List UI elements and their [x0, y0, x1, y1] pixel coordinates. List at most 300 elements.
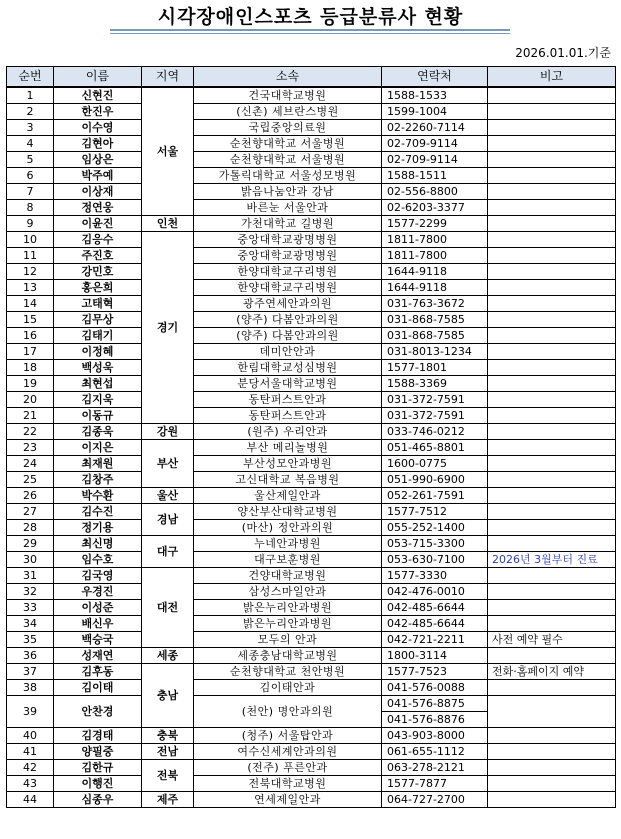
table-row	[7, 616, 616, 632]
phone-number: 042-721-2211	[387, 633, 465, 646]
contact	[382, 456, 488, 472]
affiliation: 김이태안과	[194, 680, 382, 696]
affiliation: 연세제일안과	[194, 792, 382, 808]
row-number: 37	[7, 664, 54, 680]
region-cell: 충남	[142, 664, 194, 728]
table-row	[7, 120, 616, 136]
row-number: 32	[7, 584, 54, 600]
table-row	[7, 760, 616, 776]
row-number: 33	[7, 600, 54, 616]
phone-number: 061-655-1112	[387, 745, 465, 758]
affiliation: 국립중앙의료원	[194, 120, 382, 136]
contact	[382, 440, 488, 456]
phone-number: 1599-1004	[387, 105, 447, 118]
row-number: 21	[7, 408, 54, 424]
phone-number: 1577-1801	[387, 361, 447, 374]
table-row	[7, 488, 616, 504]
classifier-name: 김태기	[54, 328, 142, 344]
affiliation: (양주) 다봄안과의원	[194, 312, 382, 328]
phone-number: 031-372-7591	[387, 409, 465, 422]
row-number: 20	[7, 392, 54, 408]
affiliation: 양산부산대학교병원	[194, 504, 382, 520]
affiliation: 전북대학교병원	[194, 776, 382, 792]
phone-number: 041-576-0088	[387, 681, 465, 694]
affiliation: (신촌) 세브란스병원	[194, 104, 382, 120]
row-number: 2	[7, 104, 54, 120]
region-cell: 경기	[142, 232, 194, 424]
contact	[382, 792, 488, 808]
classifier-name: 김무상	[54, 312, 142, 328]
row-number: 19	[7, 376, 54, 392]
note	[488, 536, 616, 552]
classifier-name: 김이태	[54, 680, 142, 696]
classifier-name: 고태혁	[54, 296, 142, 312]
note	[488, 264, 616, 280]
note	[488, 408, 616, 424]
affiliation: 삼성스마일안과	[194, 584, 382, 600]
table-row	[7, 696, 616, 728]
contact	[382, 648, 488, 664]
affiliation: 순천향대학교 천안병원	[194, 664, 382, 680]
contact	[382, 328, 488, 344]
region-cell: 울산	[142, 488, 194, 504]
contact	[382, 568, 488, 584]
note	[488, 760, 616, 776]
table-row	[7, 200, 616, 216]
contact	[382, 728, 488, 744]
contact	[382, 776, 488, 792]
phone-number: 031-372-7591	[387, 393, 465, 406]
header-region: 지역	[142, 67, 194, 88]
phone-number: 063-278-2121	[387, 761, 465, 774]
affiliation: (천안) 명안과의원	[194, 696, 382, 728]
row-number: 40	[7, 728, 54, 744]
classifier-name: 김수진	[54, 504, 142, 520]
row-number: 36	[7, 648, 54, 664]
note	[488, 584, 616, 600]
row-number: 30	[7, 552, 54, 568]
region-cell: 전남	[142, 744, 194, 760]
classifier-name: 김종욱	[54, 424, 142, 440]
classifier-name: 최신명	[54, 536, 142, 552]
row-number: 35	[7, 632, 54, 648]
header-name: 이름	[54, 67, 142, 88]
row-number: 29	[7, 536, 54, 552]
row-number: 23	[7, 440, 54, 456]
classifier-name: 김후동	[54, 664, 142, 680]
affiliation: (마산) 정안과의원	[194, 520, 382, 536]
phone-number: 051-990-6900	[387, 473, 465, 486]
classifier-name: 이상재	[54, 184, 142, 200]
classifier-name: 김창주	[54, 472, 142, 488]
classifier-name: 양필중	[54, 744, 142, 760]
row-number: 14	[7, 296, 54, 312]
table-row	[7, 520, 616, 536]
phone-number: 042-485-6644	[387, 601, 465, 614]
affiliation: 중앙대학교광명병원	[194, 248, 382, 264]
table-row	[7, 360, 616, 376]
classifier-name: 김지욱	[54, 392, 142, 408]
phone-number: 02-556-8800	[387, 185, 458, 198]
affiliation: 건양대학교병원	[194, 568, 382, 584]
region-cell: 강원	[142, 424, 194, 440]
note	[488, 152, 616, 168]
header-contact: 연락처	[382, 67, 488, 88]
classifier-name: 홍은희	[54, 280, 142, 296]
classifier-name: 이수영	[54, 120, 142, 136]
note	[488, 184, 616, 200]
table-body	[7, 87, 616, 808]
note	[488, 504, 616, 520]
classifier-name: 김한규	[54, 760, 142, 776]
contact	[382, 152, 488, 168]
affiliation: 동탄퍼스트안과	[194, 408, 382, 424]
note	[488, 776, 616, 792]
table-row	[7, 440, 616, 456]
classifier-name: 배신우	[54, 616, 142, 632]
region-cell: 인천	[142, 216, 194, 232]
row-number: 6	[7, 168, 54, 184]
row-number: 34	[7, 616, 54, 632]
row-number: 3	[7, 120, 54, 136]
contact	[382, 216, 488, 232]
classifier-name: 한진우	[54, 104, 142, 120]
classifier-name: 정기용	[54, 520, 142, 536]
row-number: 8	[7, 200, 54, 216]
phone-number: 1588-1511	[387, 169, 447, 182]
contact	[382, 200, 488, 216]
affiliation: 밝은누리안과병원	[194, 616, 382, 632]
phone-number: 031-763-3672	[387, 297, 465, 310]
phone-number: 051-465-8801	[387, 441, 465, 454]
row-number: 28	[7, 520, 54, 536]
region-cell: 충북	[142, 728, 194, 744]
table-row	[7, 792, 616, 808]
row-number: 22	[7, 424, 54, 440]
note	[488, 488, 616, 504]
affiliation: 모두의 안과	[194, 632, 382, 648]
row-number: 39	[7, 696, 54, 728]
note	[488, 648, 616, 664]
affiliation: 밝은누리안과병원	[194, 600, 382, 616]
classifier-name: 정연웅	[54, 200, 142, 216]
phone-number: 064-727-2700	[387, 793, 465, 806]
row-number: 18	[7, 360, 54, 376]
row-number: 24	[7, 456, 54, 472]
affiliation: (청주) 서울탑안과	[194, 728, 382, 744]
contact	[382, 616, 488, 632]
table-row	[7, 168, 616, 184]
classifier-name: 김국영	[54, 568, 142, 584]
table-row	[7, 344, 616, 360]
affiliation: 데미안안과	[194, 344, 382, 360]
classifier-name: 최재원	[54, 456, 142, 472]
note	[488, 728, 616, 744]
phone-number: 1800-3114	[387, 649, 447, 662]
classifier-name: 이행진	[54, 776, 142, 792]
table-row	[7, 664, 616, 680]
contact	[382, 120, 488, 136]
affiliation: (전주) 푸른안과	[194, 760, 382, 776]
note	[488, 456, 616, 472]
phone-number: 1577-7877	[387, 777, 447, 790]
phone-number: 055-252-1400	[387, 521, 465, 534]
phone-number: 1577-7523	[387, 665, 447, 678]
row-number: 25	[7, 472, 54, 488]
contact	[382, 264, 488, 280]
row-number: 10	[7, 232, 54, 248]
classifier-table	[6, 66, 616, 808]
table-row	[7, 216, 616, 232]
contact	[382, 87, 488, 104]
phone-number: 042-485-6644	[387, 617, 465, 630]
row-number: 13	[7, 280, 54, 296]
table-row	[7, 552, 616, 568]
phone-number: 041-576-8875	[387, 697, 465, 710]
contact	[382, 184, 488, 200]
classifier-name: 신현진	[54, 87, 142, 104]
note	[488, 136, 616, 152]
phone-number: 02-6203-3377	[387, 201, 465, 214]
note	[488, 696, 616, 728]
phone-number: 02-2260-7114	[387, 121, 465, 134]
region-cell: 경남	[142, 504, 194, 536]
affiliation: 가톨릭대학교 서울성모병원	[194, 168, 382, 184]
row-number: 27	[7, 504, 54, 520]
region-cell: 제주	[142, 792, 194, 808]
phone-number: 031-8013-1234	[387, 345, 472, 358]
note	[488, 200, 616, 216]
row-number: 42	[7, 760, 54, 776]
classifier-name: 심종우	[54, 792, 142, 808]
row-number: 15	[7, 312, 54, 328]
note	[488, 600, 616, 616]
row-number: 9	[7, 216, 54, 232]
title-underline-thin	[110, 33, 510, 34]
row-number: 11	[7, 248, 54, 264]
note	[488, 104, 616, 120]
table-row	[7, 264, 616, 280]
contact	[382, 744, 488, 760]
contact	[382, 280, 488, 296]
contact	[382, 536, 488, 552]
phone-number: 052-261-7591	[387, 489, 465, 502]
row-number: 17	[7, 344, 54, 360]
affiliation: 중앙대학교광명병원	[194, 232, 382, 248]
classifier-name: 최현섭	[54, 376, 142, 392]
row-number: 5	[7, 152, 54, 168]
phone-number: 041-576-8876	[382, 711, 487, 727]
note	[488, 744, 616, 760]
table-row	[7, 408, 616, 424]
table-row	[7, 184, 616, 200]
phone-number: 1644-9118	[387, 281, 447, 294]
table-row	[7, 568, 616, 584]
classifier-name: 김응수	[54, 232, 142, 248]
note	[488, 312, 616, 328]
note	[488, 296, 616, 312]
contact	[382, 552, 488, 568]
note	[488, 568, 616, 584]
table-row	[7, 728, 616, 744]
row-number: 16	[7, 328, 54, 344]
contact	[382, 312, 488, 328]
affiliation: (원주) 우리안과	[194, 424, 382, 440]
region-cell: 대구	[142, 536, 194, 568]
contact	[382, 136, 488, 152]
note	[488, 440, 616, 456]
contact	[382, 600, 488, 616]
phone-number: 1588-3369	[387, 377, 447, 390]
classifier-name: 안찬경	[54, 696, 142, 728]
note: 사전 예약 필수	[488, 632, 616, 648]
table-header-row	[7, 67, 616, 88]
contact	[382, 296, 488, 312]
table-row	[7, 232, 616, 248]
contact	[382, 168, 488, 184]
contact	[382, 472, 488, 488]
classifier-name: 우경진	[54, 584, 142, 600]
phone-number: 02-709-9114	[387, 153, 458, 166]
table-row	[7, 312, 616, 328]
reference-date: 2026.01.01.기준	[515, 46, 611, 60]
contact	[382, 504, 488, 520]
row-number: 7	[7, 184, 54, 200]
affiliation: 누네안과병원	[194, 536, 382, 552]
header-note: 비고	[488, 67, 616, 88]
contact	[382, 584, 488, 600]
table-row	[7, 504, 616, 520]
affiliation: 동탄퍼스트안과	[194, 392, 382, 408]
contact	[382, 520, 488, 536]
table-row	[7, 87, 616, 104]
row-number: 44	[7, 792, 54, 808]
affiliation: 분당서울대학교병원	[194, 376, 382, 392]
affiliation: 부산 메리놀병원	[194, 440, 382, 456]
note	[488, 520, 616, 536]
affiliation: 광주연세안과의원	[194, 296, 382, 312]
affiliation: 부산성모안과병원	[194, 456, 382, 472]
note	[488, 120, 616, 136]
table-row	[7, 328, 616, 344]
affiliation: (양주) 다봄안과의원	[194, 328, 382, 344]
contact	[382, 344, 488, 360]
table-row	[7, 648, 616, 664]
table-row	[7, 456, 616, 472]
region-cell: 서울	[142, 87, 194, 216]
row-number: 38	[7, 680, 54, 696]
row-number: 12	[7, 264, 54, 280]
contact	[382, 104, 488, 120]
note	[488, 424, 616, 440]
phone-number: 1644-9118	[387, 265, 447, 278]
row-number: 1	[7, 87, 54, 104]
classifier-name: 김경태	[54, 728, 142, 744]
contact	[382, 664, 488, 680]
affiliation: 세종충남대학교병원	[194, 648, 382, 664]
phone-number: 031-868-7585	[387, 329, 465, 342]
phone-number: 1811-7800	[387, 249, 447, 262]
phone-number: 043-903-8000	[387, 729, 465, 742]
table-row	[7, 248, 616, 264]
table-row	[7, 424, 616, 440]
table-row	[7, 280, 616, 296]
phone-number: 1577-7512	[387, 505, 447, 518]
note	[488, 792, 616, 808]
contact	[382, 680, 488, 696]
contact	[382, 408, 488, 424]
classifier-name: 성재연	[54, 648, 142, 664]
note	[488, 376, 616, 392]
note	[488, 328, 616, 344]
note	[488, 87, 616, 104]
contact	[382, 376, 488, 392]
table-row	[7, 632, 616, 648]
note	[488, 216, 616, 232]
contact	[382, 760, 488, 776]
contact	[382, 488, 488, 504]
phone-number: 1588-1533	[387, 89, 447, 102]
table-row	[7, 152, 616, 168]
table-row	[7, 584, 616, 600]
table-row	[7, 744, 616, 760]
table-row	[7, 536, 616, 552]
note: 전화·홈페이지 예약	[488, 664, 616, 680]
contact	[382, 632, 488, 648]
affiliation: 한양대학교구리병원	[194, 264, 382, 280]
contact	[382, 424, 488, 440]
table-row	[7, 680, 616, 696]
classifier-name: 이지은	[54, 440, 142, 456]
page-title: 시각장애인스포츠 등급분류사 현황	[157, 6, 464, 28]
affiliation: 울산제일안과	[194, 488, 382, 504]
classifier-name: 박수환	[54, 488, 142, 504]
table-row	[7, 472, 616, 488]
phone-number: 031-868-7585	[387, 313, 465, 326]
note	[488, 472, 616, 488]
note	[488, 344, 616, 360]
region-cell: 대전	[142, 568, 194, 648]
phone-number: 042-476-0010	[387, 585, 465, 598]
affiliation: 여수신세계안과의원	[194, 744, 382, 760]
header-no: 순번	[7, 67, 54, 88]
classifier-name: 백승국	[54, 632, 142, 648]
note	[488, 248, 616, 264]
phone-number: 033-746-0212	[387, 425, 465, 438]
note	[488, 280, 616, 296]
contact	[382, 248, 488, 264]
table-row	[7, 600, 616, 616]
title-underline	[110, 29, 510, 31]
contact	[382, 392, 488, 408]
note: 2026년 3월부터 진료	[488, 552, 616, 568]
classifier-name: 박주예	[54, 168, 142, 184]
row-number: 31	[7, 568, 54, 584]
classifier-name: 임상은	[54, 152, 142, 168]
phone-number: 053-715-3300	[387, 537, 465, 550]
row-number: 26	[7, 488, 54, 504]
row-number: 41	[7, 744, 54, 760]
phone-number: 1577-2299	[387, 217, 447, 230]
note	[488, 168, 616, 184]
header-affiliation: 소속	[194, 67, 382, 88]
classifier-name: 이성준	[54, 600, 142, 616]
classifier-name: 이윤진	[54, 216, 142, 232]
note	[488, 392, 616, 408]
phone-number: 1600-0775	[387, 457, 447, 470]
classifier-name: 강민호	[54, 264, 142, 280]
table-row	[7, 392, 616, 408]
